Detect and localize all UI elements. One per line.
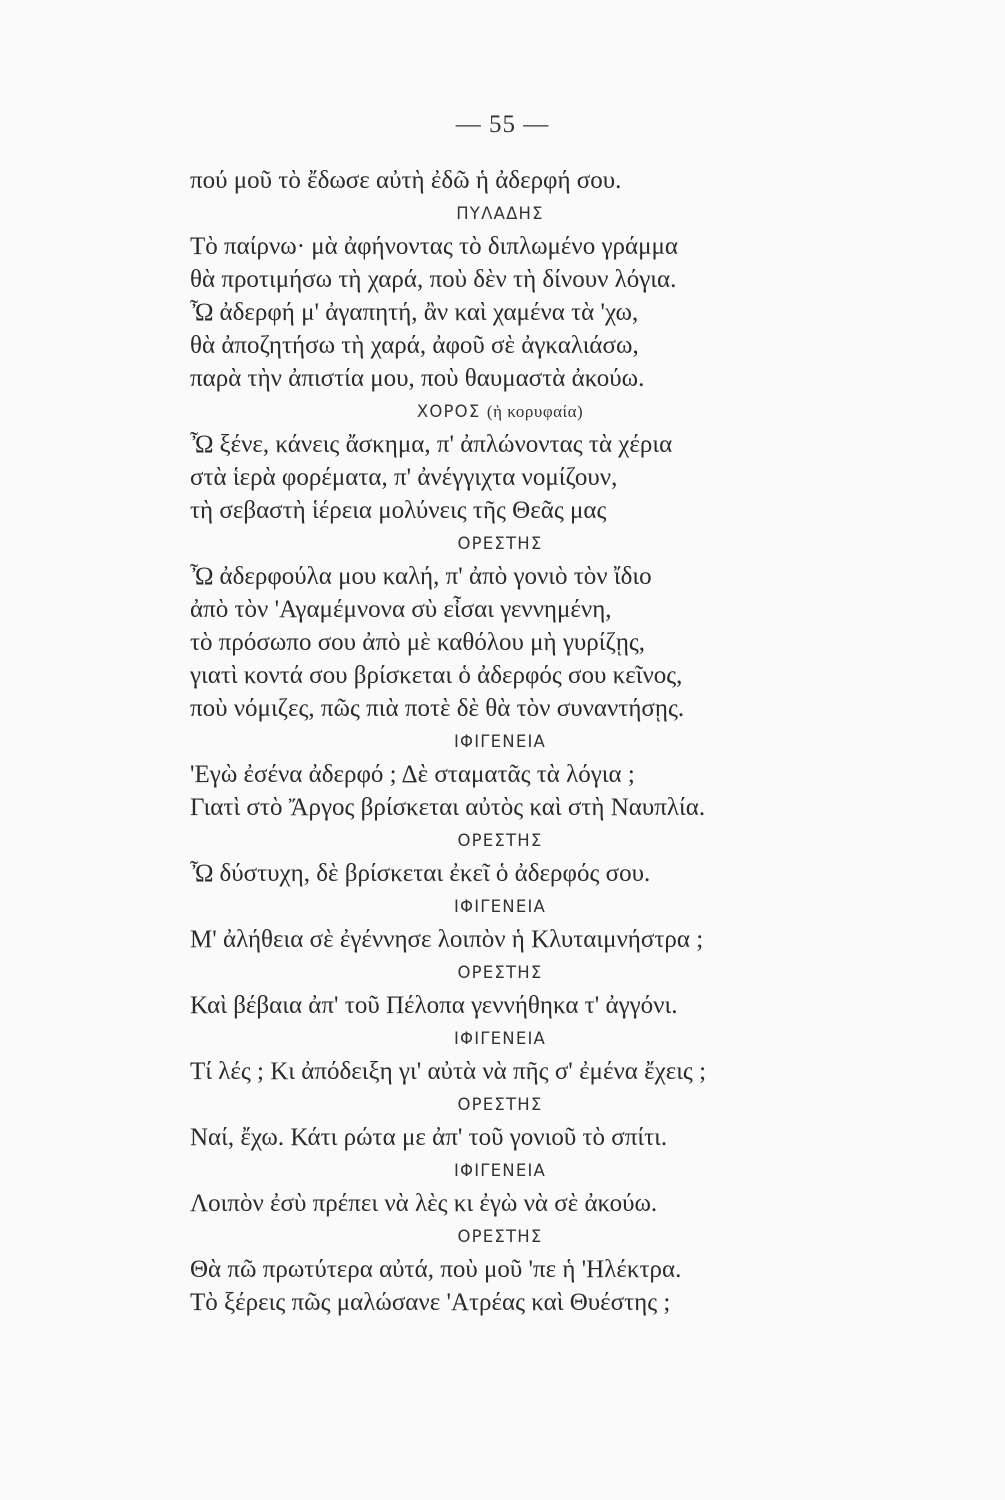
verse-line: Τί λές ; Κι ἀπόδειξη γι' αὐτὰ νὰ πῆς σ' ἐμένα ἔχεις ; [190,1058,707,1085]
verse-line: Ὦ δύστυχη, δὲ βρίσκεται ἐκεῖ ὁ ἀδερφός σου. [190,860,651,887]
verse-line: Γιατὶ στὸ Ἄργος βρίσκεται αὐτὸς καὶ στὴ Ναυπλία. [190,794,706,821]
verse-line: Ὦ ἀδερφή μ' ἀγαπητή, ἂν καὶ χαμένα τὰ 'χω, [190,299,639,326]
speaker-heading-orestes: ΟΡΕΣΤΗΣ [457,1227,543,1246]
verse-line: Ναί, ἔχω. Κάτι ρώτα με ἀπ' τοῦ γονιοῦ τὸ σπίτι. [190,1124,668,1151]
speaker-heading-iphigeneia: ΙΦΙΓΕΝΕΙΑ [453,732,547,751]
verse-line: στὰ ἱερὰ φορέματα, π' ἀνέγγιχτα νομίζουν, [190,464,618,491]
speaker-heading-pylades: ΠΥΛΑΔΗΣ [456,204,544,223]
speaker-heading-iphigeneia: ΙΦΙΓΕΝΕΙΑ [453,1161,547,1180]
verse-line: Τὸ παίρνω· μὰ ἀφήνοντας τὸ διπλωμένο γράμμα [190,233,679,260]
verse-line: Θὰ πῶ πρωτύτερα αὐτά, ποὺ μοῦ 'πε ἡ 'Ηλέκτρα. [190,1256,682,1283]
verse-line: θὰ προτιμήσω τὴ χαρά, ποὺ δὲν τὴ δίνουν λόγια. [190,266,677,293]
verse-line: Ὦ ἀδερφούλα μου καλή, π' ἀπὸ γονιὸ τὸν ἴδιο [190,563,652,590]
speaker-heading-iphigeneia: ΙΦΙΓΕΝΕΙΑ [453,1029,547,1048]
speaker-heading-orestes: ΟΡΕΣΤΗΣ [457,534,543,553]
verse-line: 'Εγὼ ἐσένα ἀδερφό ; Δὲ σταματᾶς τὰ λόγια ; [190,761,635,788]
verse-line: παρὰ τὴν ἀπιστία μου, ποὺ θαυμαστὰ ἀκούω. [190,365,645,392]
speaker-heading-orestes: ΟΡΕΣΤΗΣ [457,963,543,982]
verse-line: ποὺ νόμιζες, πῶς πιὰ ποτὲ δὲ θὰ τὸν συναντήσῃς. [190,695,685,722]
speaker-heading-orestes: ΟΡΕΣΤΗΣ [457,1095,543,1114]
verse-line: τὴ σεβαστὴ ἱέρεια μολύνεις τῆς Θεᾶς μας [190,497,607,524]
speaker-heading-iphigeneia: ΙΦΙΓΕΝΕΙΑ [453,897,547,916]
verse-line: γιατὶ κοντά σου βρίσκεται ὁ ἀδερφός σου κεῖνος, [190,662,683,689]
verse-line: Ὦ ξένε, κάνεις ἄσκημα, π' ἀπλώνοντας τὰ χέρια [190,431,673,458]
speaker-note: (ἡ κορυφαία) [486,402,584,421]
speaker-heading-choros [190,395,810,428]
verse-line: Τὸ ξέρεις πῶς μαλώσανε 'Ατρέας καὶ Θυέστης ; [190,1289,671,1316]
verse-line: Καὶ βέβαια ἀπ' τοῦ Πέλοπα γεννήθηκα τ' ἀγγόνι. [190,992,678,1019]
verse-line: Μ' ἀλήθεια σὲ ἐγέννησε λοιπὸν ἡ Κλυταιμνήστρα ; [190,926,704,953]
verse-line: Λοιπὸν ἐσὺ πρέπει νὰ λὲς κι ἐγὼ νὰ σὲ ἀκούω. [190,1190,658,1217]
speaker-name: ΧΟΡΟΣ [416,402,481,421]
verse-line: τὸ πρόσωπο σου ἀπὸ μὲ καθόλου μὴ γυρίζῃς, [190,629,646,656]
verse-line: πού μοῦ τὸ ἔδωσε αὐτὴ ἐδῶ ἡ ἀδερφή σου. [190,167,622,194]
page-number: — 55 — [455,111,550,138]
speaker-heading-orestes: ΟΡΕΣΤΗΣ [457,831,543,850]
verse-line: θὰ ἀποζητήσω τὴ χαρά, ἀφοῦ σὲ ἀγκαλιάσω, [190,332,639,359]
play-text [190,164,810,1319]
verse-line: ἀπὸ τὸν 'Αγαμέμνονα σὺ εἶσαι γεννημένη, [190,596,612,623]
